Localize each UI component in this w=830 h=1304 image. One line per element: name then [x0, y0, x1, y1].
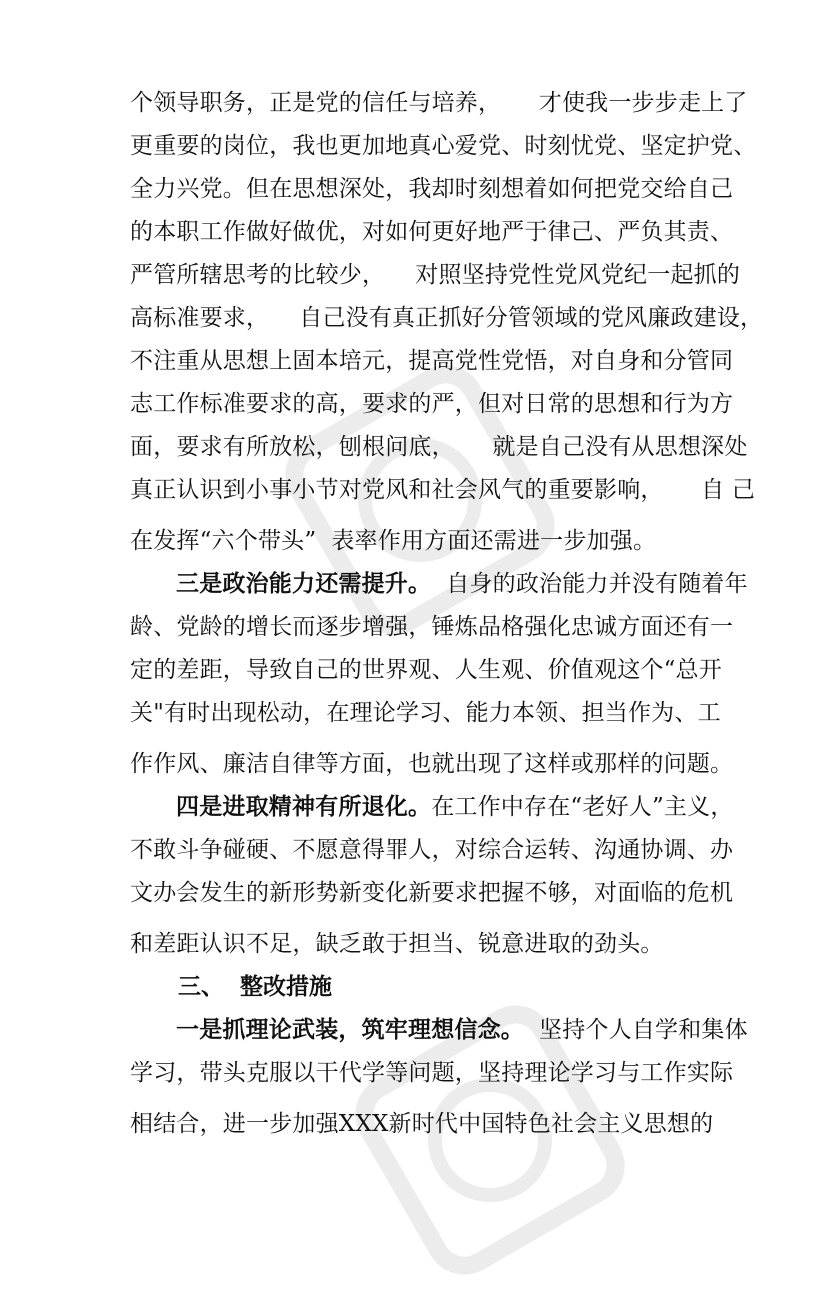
text-line: 严管所辖思考的比较少， 对照坚持党性党风党纪一起抓的 [130, 262, 741, 288]
text-line: 龄、党龄的增长而逐步增强，锤炼品格强化忠诚方面还有一 [130, 614, 734, 640]
paragraph-lead-rest: 自身的政治能力并没有随着年 [431, 571, 748, 597]
section-heading: 三、 整改措施 [178, 973, 333, 1000]
paragraph-first-line [176, 569, 748, 599]
text-line: 真正认识到小事小节对党风和社会风气的重要影响， 自 己 [130, 477, 756, 503]
text-line: 高标准要求， 自己没有真正抓好分管领域的党风廉政建设， [130, 305, 764, 331]
text-line: 关"有时出现松动，在理论学习、能力本领、担当作为、工 [130, 700, 721, 726]
text-line: 面，要求有所放松，刨根问底， 就是自己没有从思想深处 [130, 434, 748, 460]
text-line: 个领导职务，正是党的信任与培养， 才使我一步步走上了 [130, 90, 748, 116]
paragraph-lead: 三是政治能力还需提升。 [176, 570, 432, 597]
paragraph-lead-rest: 坚持个人自学和集体 [524, 1017, 748, 1043]
text-line: 文办会发生的新形势新变化新要求把握不够，对面临的危机 [130, 880, 734, 906]
text-line: 全力兴党。但在思想深处，我却时刻想着如何把党交给自己 [130, 176, 734, 202]
text-line: 作作风、廉洁自律等方面，也就出现了这样或那样的问题。 [130, 751, 734, 777]
text-line: 的本职工作做好做优，对如何更好地严于律己、严负其责、 [130, 219, 734, 245]
paragraph-lead: 一是抓理论武装，筑牢理想信念。 [176, 1016, 524, 1043]
text-line: 定的差距，导致自己的世界观、人生观、价值观这个“总开 [130, 657, 722, 683]
text-line: 不注重从思想上固本培元，提高党性党悟，对自身和分管同 [130, 348, 734, 374]
paragraph-first-line [176, 792, 734, 822]
text-line: 和差距认识不足，缺乏敢于担当、锐意进取的劲头。 [130, 931, 664, 957]
paragraph-lead-rest: 在工作中存在“老好人”主义， [431, 794, 734, 820]
text-line: 相结合，进一步加强XXX新时代中国特色社会主义思想的 [130, 1111, 714, 1137]
text-line: 学习，带头克服以干代学等问题，坚持理论学习与工作实际 [130, 1060, 734, 1086]
text-line: 志工作标准要求的高，要求的严，但对日常的思想和行为方 [130, 391, 734, 417]
text-line: 不敢斗争碰硬、不愿意得罪人，对综合运转、沟通协调、办 [130, 837, 734, 863]
text-line: 更重要的岗位，我也更加地真心爱党、时刻忧党、坚定护党、 [130, 133, 757, 159]
paragraph-lead: 四是进取精神有所退化。 [176, 793, 432, 820]
text-line: 在发挥“六个带头” 表率作用方面还需进一步加强。 [130, 528, 657, 554]
paragraph-first-line [176, 1015, 748, 1045]
